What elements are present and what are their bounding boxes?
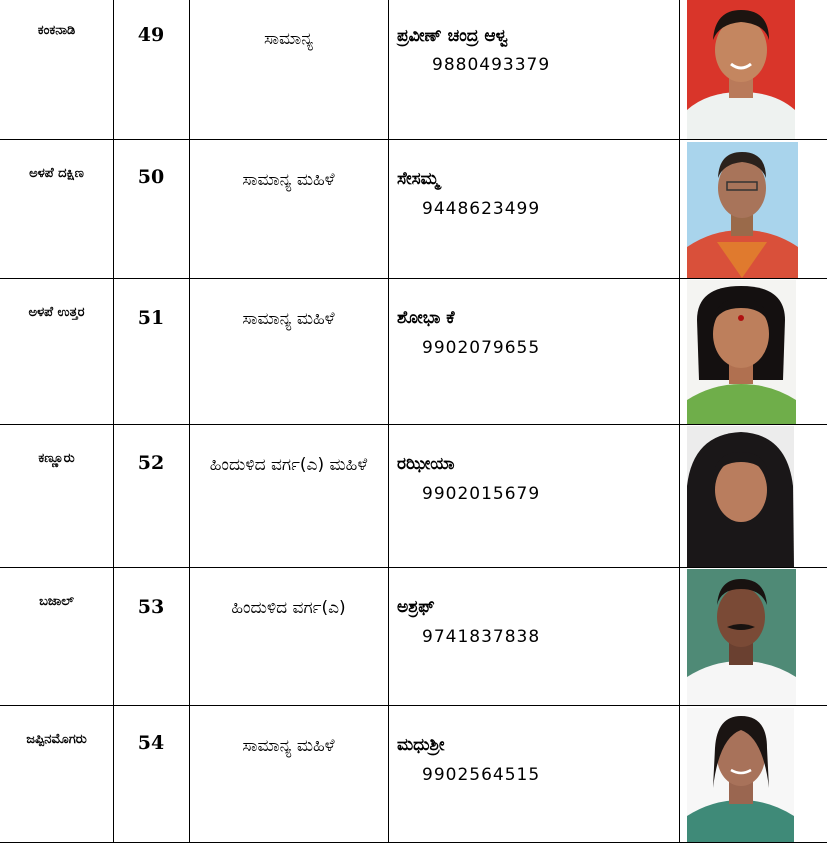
- ward-name: ಅಳಪೆ ಉತ್ತರ: [28, 305, 85, 320]
- candidate-photo: [687, 708, 794, 842]
- candidate-name: ಪ್ರವೀಣ್ ಚಂದ್ರ ಆಳ್ವ: [397, 26, 508, 46]
- candidate-photo: [687, 426, 794, 567]
- ward-number: 53: [137, 596, 165, 618]
- candidate-photo: [687, 0, 795, 139]
- candidate-name: ಸೇಸಮ್ಮ: [397, 169, 440, 189]
- candidate-name: ರಝೀಯಾ: [397, 454, 455, 474]
- candidate-photo: [687, 280, 796, 424]
- phone-number: 9880493379: [432, 55, 551, 75]
- reservation-category: ಸಾಮಾನ್ಯ ಮಹಿಳೆ: [242, 736, 335, 756]
- candidate-name: ಮಧುಶ್ರೀ: [397, 735, 445, 755]
- candidate-photo: [687, 569, 796, 705]
- ward-number: 49: [137, 24, 165, 46]
- candidate-name: ಅಶ್ರಫ್: [397, 597, 435, 617]
- ward-number: 50: [137, 166, 165, 188]
- reservation-category: ಸಾಮಾನ್ಯ: [264, 29, 313, 49]
- phone-number: 9741837838: [422, 627, 541, 647]
- reservation-category: ಹಿಂದುಳಿದ ವರ್ಗ(ಎ): [231, 598, 346, 618]
- reservation-category: ಹಿಂದುಳಿದ ವರ್ಗ(ಎ) ಮಹಿಳೆ: [209, 455, 368, 475]
- ward-number: 54: [137, 732, 165, 754]
- phone-number: 9902079655: [422, 338, 541, 358]
- ward-name: ಜಪ್ಪಿನಮೊಗರು: [26, 732, 87, 747]
- reservation-category: ಸಾಮಾನ್ಯ ಮಹಿಳೆ: [242, 309, 335, 329]
- table-row: [0, 278, 827, 424]
- table-row: [0, 567, 827, 705]
- reservation-category: ಸಾಮಾನ್ಯ ಮಹಿಳೆ: [242, 170, 335, 190]
- ward-name: ಕಣ್ಣೂರು: [38, 451, 75, 466]
- phone-number: 9448623499: [422, 199, 541, 219]
- phone-number: 9902564515: [422, 765, 541, 785]
- table-row: [0, 139, 827, 278]
- table-row: [0, 705, 827, 842]
- table-row: [0, 0, 827, 139]
- ward-name: ಬಜಾಲ್: [39, 594, 74, 609]
- ward-name: ಅಳಪೆ ದಕ್ಷಿಣ: [29, 166, 84, 181]
- candidate-photo: [687, 142, 798, 278]
- ward-name: ಕಂಕನಾಡಿ: [37, 23, 76, 38]
- phone-number: 9902015679: [422, 484, 541, 504]
- candidate-name: ಶೋಭಾ ಕೆ: [397, 308, 455, 328]
- ward-number: 51: [137, 307, 165, 329]
- ward-number: 52: [137, 452, 165, 474]
- row-divider: [0, 842, 827, 843]
- table-row: [0, 424, 827, 567]
